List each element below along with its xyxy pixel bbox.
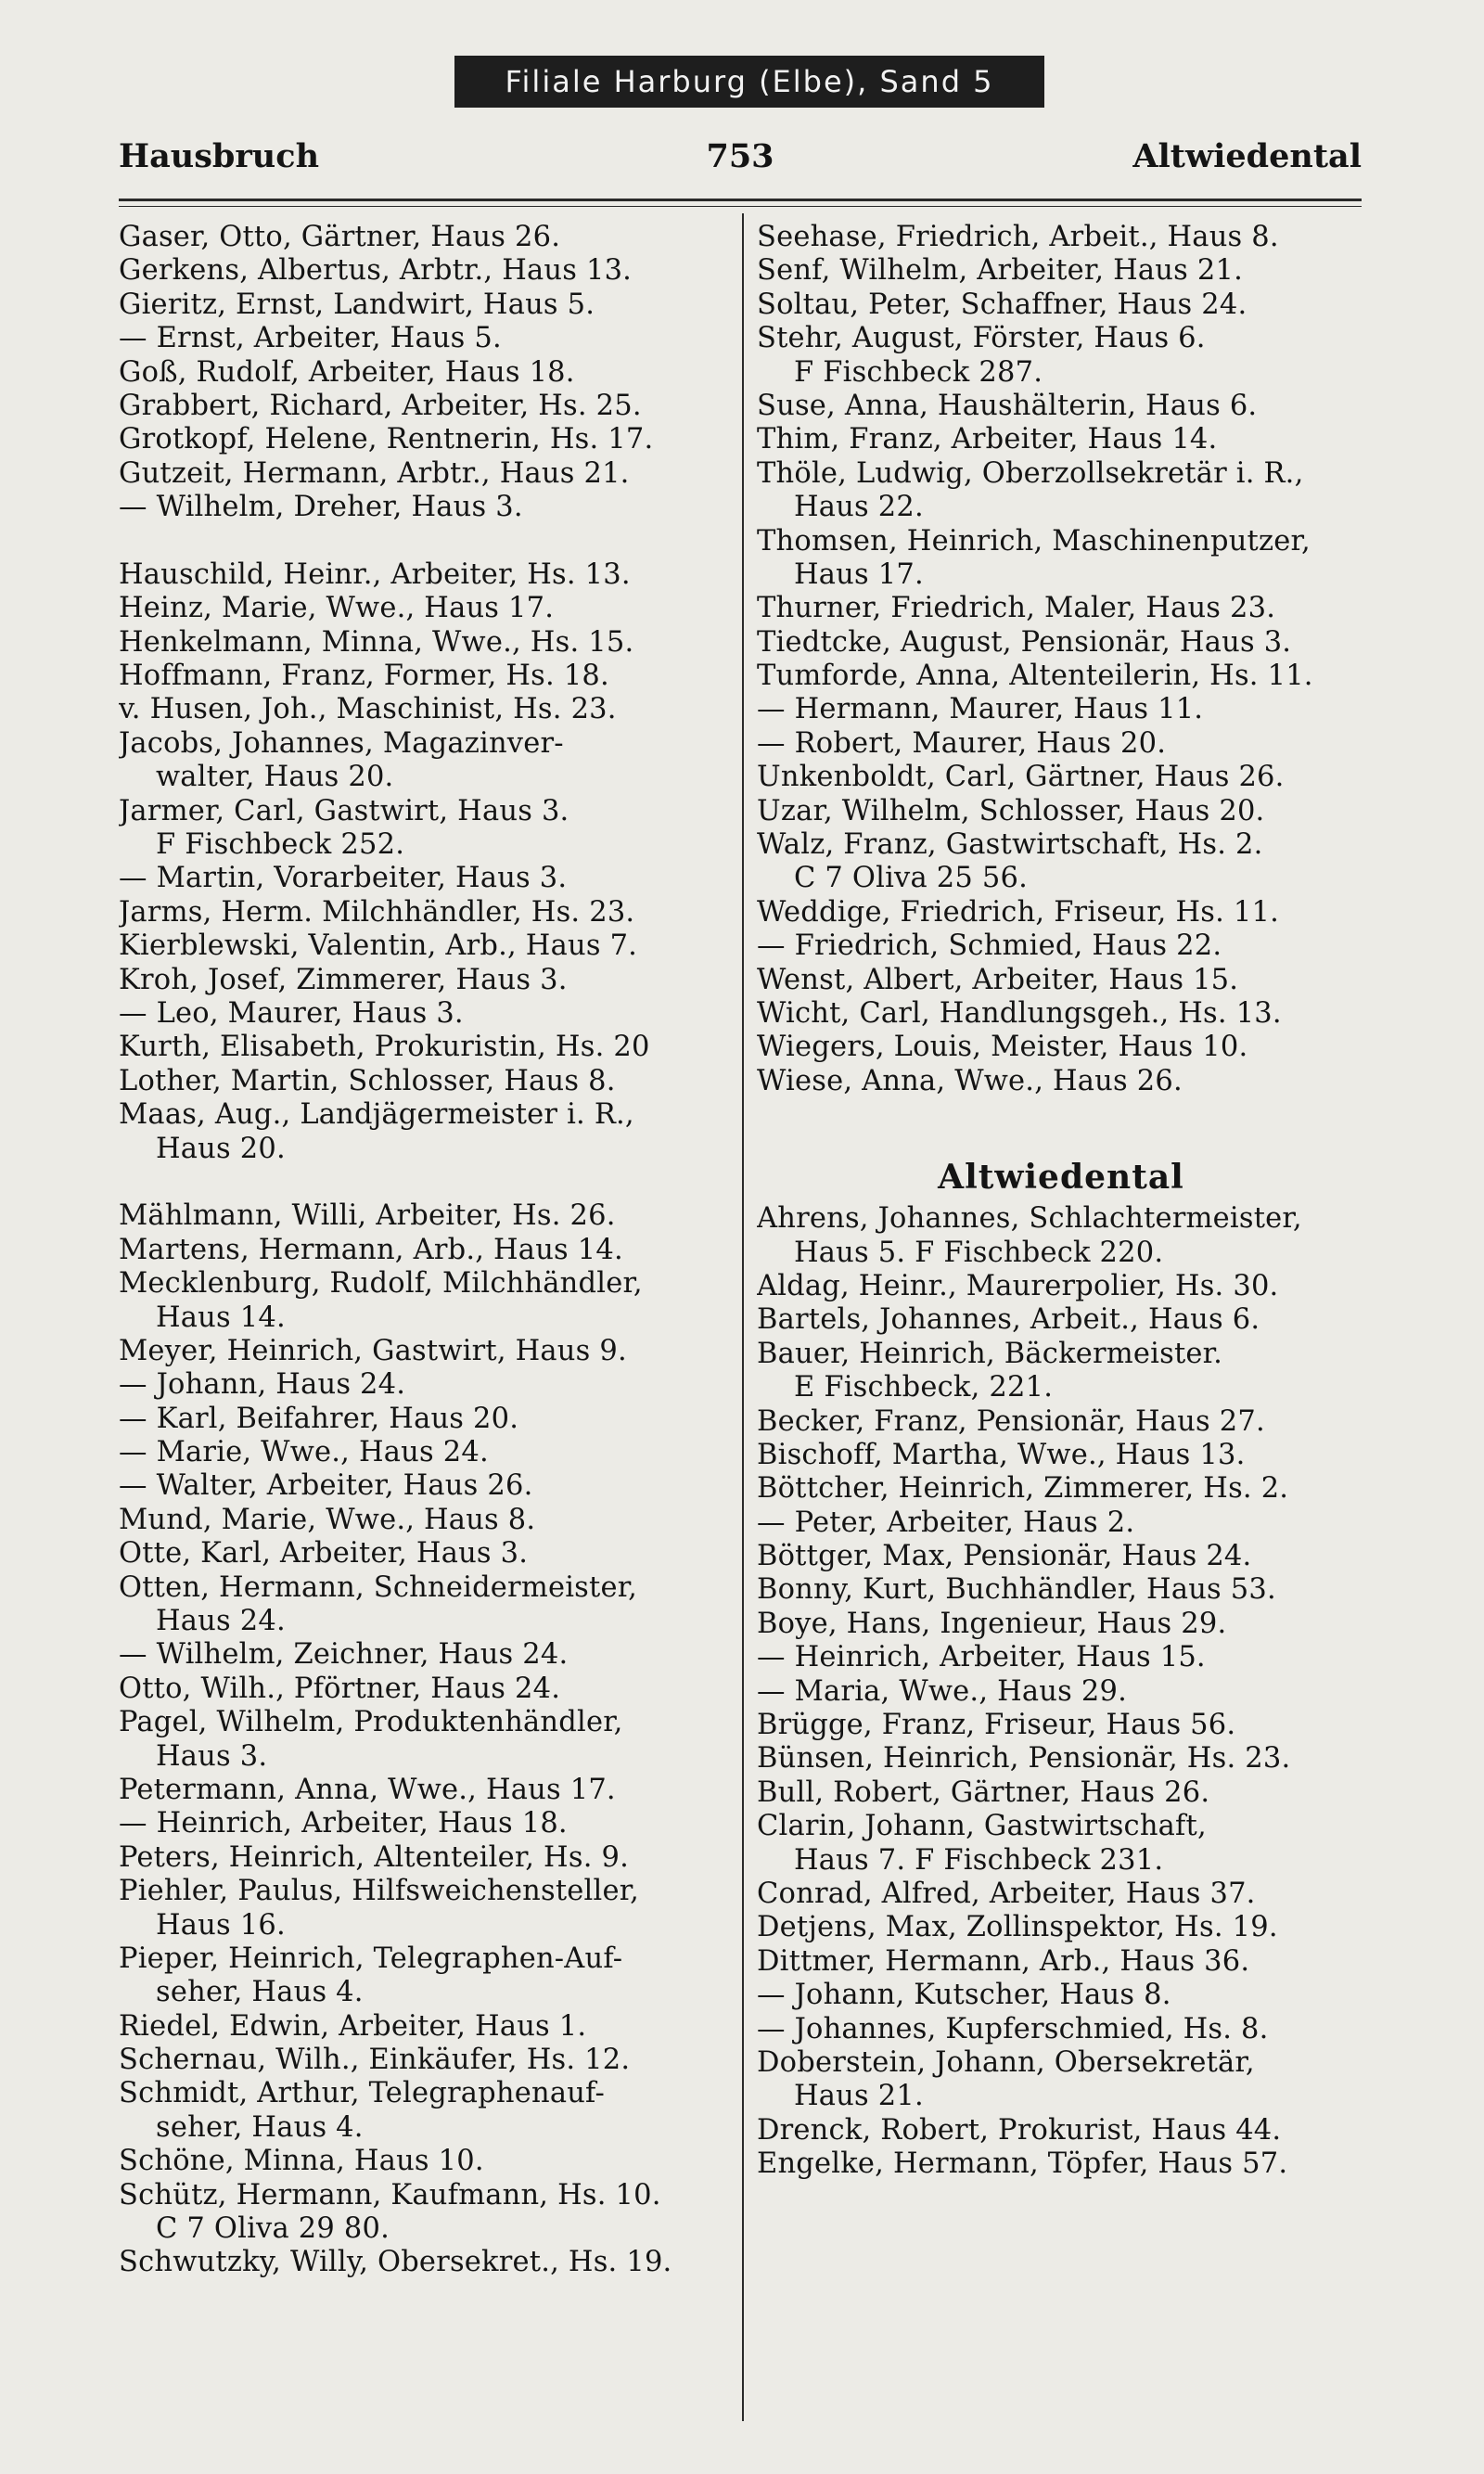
directory-entry-line: Jarmer, Carl, Gastwirt, Haus 3. [119,794,569,827]
directory-entry-line: Stehr, August, Förster, Haus 6. [757,322,1206,355]
directory-entry-line: — Martin, Vorarbeiter, Haus 3. [119,862,568,895]
directory-entry-line: Böttcher, Heinrich, Zimmerer, Hs. 2. [757,1472,1289,1506]
directory-entry-line: — Heinrich, Arbeiter, Haus 15. [757,1641,1206,1674]
directory-entry-line: Wenst, Albert, Arbeiter, Haus 15. [757,963,1239,996]
directory-entry-line: — Johann, Haus 24. [119,1368,406,1402]
directory-entry-line: Weddige, Friedrich, Friseur, Hs. 11. [757,895,1280,929]
directory-entry-line: Hauschild, Heinr., Arbeiter, Hs. 13. [119,558,631,591]
directory-entry-line: — Friedrich, Schmied, Haus 22. [757,929,1222,963]
directory-entry-line: Piehler, Paulus, Hilfsweichensteller, [119,1875,640,1908]
directory-entry-line: Senf, Wilhelm, Arbeiter, Haus 21. [757,254,1243,288]
directory-entry-line: Grabbert, Richard, Arbeiter, Hs. 25. [119,389,642,422]
directory-entry-line: Haus 17. [794,558,924,591]
directory-entry-line: Gerkens, Albertus, Arbtr., Haus 13. [119,254,633,288]
directory-entry-line: Schwutzky, Willy, Obersekret., Hs. 19. [119,2246,672,2279]
directory-entry-line: — Hermann, Maurer, Haus 11. [757,693,1204,726]
directory-entry-line: Pieper, Heinrich, Telegraphen-Auf- [119,1942,623,1975]
directory-entry-line: Petermann, Anna, Wwe., Haus 17. [119,1773,616,1806]
directory-entry-line: Goß, Rudolf, Arbeiter, Haus 18. [119,355,575,389]
directory-entry-line: Gieritz, Ernst, Landwirt, Haus 5. [119,288,595,321]
paragraph-gap [119,525,727,558]
branch-banner: Filiale Harburg (Elbe), Sand 5 [454,56,1044,108]
directory-entry-line: Jacobs, Johannes, Magazinver- [119,726,564,760]
directory-entry-line: Grotkopf, Helene, Rentnerin, Hs. 17. [119,423,654,456]
directory-entry-line: Detjens, Max, Zollinspektor, Hs. 19. [757,1911,1278,1944]
header-rule-thick [119,199,1362,201]
directory-entry-line: Clarin, Johann, Gastwirtschaft, [757,1810,1207,1843]
directory-entry-line: Haus 14. [156,1301,286,1334]
directory-entry-line: Schernau, Wilh., Einkäufer, Hs. 12. [119,2044,631,2077]
directory-entry-line: Otte, Karl, Arbeiter, Haus 3. [119,1537,529,1570]
directory-entry-line: Thurner, Friedrich, Maler, Haus 23. [757,592,1276,625]
directory-entry-line: C 7 Oliva 29 80. [156,2212,390,2246]
directory-entry-line: Wiese, Anna, Wwe., Haus 26. [757,1064,1183,1097]
column-divider [742,213,744,2421]
header-right-place: Altwiedental [1132,137,1362,175]
directory-entry-line: v. Husen, Joh., Maschinist, Hs. 23. [119,693,617,726]
directory-entry-line: — Leo, Maurer, Haus 3. [119,996,464,1030]
directory-entry-line: Bünsen, Heinrich, Pensionär, Hs. 23. [757,1742,1291,1775]
directory-entry-line: — Wilhelm, Zeichner, Haus 24. [119,1638,569,1672]
directory-entry-line: Ahrens, Johannes, Schlachtermeister, [757,1202,1302,1236]
header-left-place: Hausbruch [119,137,320,175]
section-gap [757,1098,1365,1152]
directory-entry-line: Tiedtcke, August, Pensionär, Haus 3. [757,625,1292,659]
directory-entry-line: Gaser, Otto, Gärtner, Haus 26. [119,221,561,253]
directory-entry-line: Thöle, Ludwig, Oberzollsekretär i. R., [757,456,1304,490]
directory-entry-line: Bull, Robert, Gärtner, Haus 26. [757,1775,1210,1809]
directory-entry-line: Mund, Marie, Wwe., Haus 8. [119,1503,536,1536]
directory-entry-line: — Johann, Kutscher, Haus 8. [757,1979,1171,2012]
directory-entry-line: — Maria, Wwe., Haus 29. [757,1674,1127,1708]
directory-entry-line: Thim, Franz, Arbeiter, Haus 14. [757,423,1218,456]
directory-entry-line: Brügge, Franz, Friseur, Haus 56. [757,1709,1236,1742]
directory-entry-line: Bonny, Kurt, Buchhändler, Haus 53. [757,1573,1276,1607]
directory-entry-line: Haus 24. [156,1605,286,1638]
directory-entry-line: — Ernst, Arbeiter, Haus 5. [119,322,502,355]
directory-entry-line: Kroh, Josef, Zimmerer, Haus 3. [119,963,568,996]
directory-entry-line: Haus 5. F Fischbeck 220. [794,1236,1164,1269]
directory-entry-line: Haus 3. [156,1739,268,1773]
directory-entry-line: Otto, Wilh., Pförtner, Haus 24. [119,1672,561,1705]
directory-entry-line: Seehase, Friedrich, Arbeit., Haus 8. [757,221,1279,253]
directory-entry-line: Unkenboldt, Carl, Gärtner, Haus 26. [757,761,1285,794]
right-column-entries [757,221,1365,1098]
directory-entry-line: Heinz, Marie, Wwe., Haus 17. [119,592,555,625]
directory-entry-line: C 7 Oliva 25 56. [794,862,1028,895]
directory-entry-line: Otten, Hermann, Schneidermeister, [119,1570,638,1604]
directory-entry-line: Mecklenburg, Rudolf, Milchhändler, [119,1267,643,1301]
directory-entry-line: Schmidt, Arthur, Telegraphenauf- [119,2077,605,2110]
directory-entry-line: seher, Haus 4. [156,2110,364,2144]
directory-entry-line: Wiegers, Louis, Meister, Haus 10. [757,1031,1248,1064]
directory-entry-line: Wicht, Carl, Handlungsgeh., Hs. 13. [757,996,1282,1030]
paragraph-gap [119,1166,727,1199]
directory-entry-line: Suse, Anna, Haushälterin, Haus 6. [757,389,1258,422]
section-heading: Altwiedental [938,1158,1184,1198]
directory-entry-line: — Robert, Maurer, Haus 20. [757,726,1167,760]
directory-entry-line: Haus 16. [156,1908,286,1942]
directory-entry-line: Uzar, Wilhelm, Schlosser, Haus 20. [757,794,1265,827]
directory-entry-line: — Wilhelm, Dreher, Haus 3. [119,491,523,524]
right-column [757,221,1365,2181]
directory-entry-line: Peters, Heinrich, Altenteiler, Hs. 9. [119,1840,629,1874]
directory-entry-line: Engelke, Hermann, Töpfer, Haus 57. [757,2147,1288,2181]
page-header [119,137,1362,193]
directory-entry-line: F Fischbeck 252. [156,828,405,862]
directory-entry-line: Mählmann, Willi, Arbeiter, Hs. 26. [119,1199,616,1233]
directory-entry-line: Walz, Franz, Gastwirtschaft, Hs. 2. [757,828,1263,862]
directory-entry-line: Schöne, Minna, Haus 10. [119,2145,484,2178]
directory-entry-line: Thomsen, Heinrich, Maschinenputzer, [757,524,1311,558]
directory-entry-line: Conrad, Alfred, Arbeiter, Haus 37. [757,1877,1256,1910]
directory-entry-line: — Marie, Wwe., Haus 24. [119,1436,489,1469]
directory-entry-line: Hoffmann, Franz, Former, Hs. 18. [119,660,609,693]
directory-entry-line: Kierblewski, Valentin, Arb., Haus 7. [119,929,638,963]
directory-entry-line: — Heinrich, Arbeiter, Haus 18. [119,1807,568,1840]
directory-entry-line: Henkelmann, Minna, Wwe., Hs. 15. [119,625,634,659]
directory-entry-line: Haus 20. [156,1132,286,1165]
directory-entry-line: Lother, Martin, Schlosser, Haus 8. [119,1064,616,1097]
directory-entry-line: Bartels, Johannes, Arbeit., Haus 6. [757,1303,1260,1337]
directory-entry-line: Haus 22. [794,491,924,524]
directory-entry-line: F Fischbeck 287. [794,355,1043,389]
directory-entry-line: walter, Haus 20. [156,761,394,794]
directory-entry-line: Soltau, Peter, Schaffner, Haus 24. [757,288,1247,321]
directory-entry-line: Meyer, Heinrich, Gastwirt, Haus 9. [119,1334,627,1367]
directory-entry-line: Böttger, Max, Pensionär, Haus 24. [757,1540,1252,1573]
directory-entry-line: Kurth, Elisabeth, Prokuristin, Hs. 20 [119,1031,650,1064]
directory-entry-line: Haus 21. [794,2080,924,2113]
directory-entry-line: — Peter, Arbeiter, Haus 2. [757,1506,1135,1539]
directory-entry-line: Jarms, Herm. Milchhändler, Hs. 23. [119,895,635,929]
directory-entry-line: Maas, Aug., Landjägermeister i. R., [119,1098,634,1132]
page-number: 753 [706,137,774,175]
directory-entry-line: Tumforde, Anna, Altenteilerin, Hs. 11. [757,660,1313,693]
directory-entry-line: Haus 7. F Fischbeck 231. [794,1843,1164,1877]
directory-entry-line: Bauer, Heinrich, Bäckermeister. [757,1337,1223,1370]
directory-entry-line: Boye, Hans, Ingenieur, Haus 29. [757,1607,1227,1640]
directory-entry-line: Becker, Franz, Pensionär, Haus 27. [757,1404,1265,1438]
directory-entry-line: — Walter, Arbeiter, Haus 26. [119,1469,533,1503]
directory-entry-line: Martens, Hermann, Arb., Haus 14. [119,1233,623,1266]
directory-entry-line: seher, Haus 4. [156,1976,364,2009]
directory-entry-line: Doberstein, Johann, Obersekretär, [757,2045,1255,2079]
directory-entry-line: — Johannes, Kupferschmied, Hs. 8. [757,2012,1269,2045]
left-column [119,221,727,2280]
directory-entry-line: Gutzeit, Hermann, Arbtr., Haus 21. [119,456,630,490]
directory-entry-line: Bischoff, Martha, Wwe., Haus 13. [757,1438,1246,1471]
directory-entry-line: — Karl, Beifahrer, Haus 20. [119,1402,519,1435]
directory-entry-line: Riedel, Edwin, Arbeiter, Haus 1. [119,2009,587,2043]
directory-entry-line: Pagel, Wilhelm, Produktenhändler, [119,1706,623,1739]
directory-entry-line: Aldag, Heinr., Maurerpolier, Hs. 30. [757,1269,1279,1302]
directory-entry-line: E Fischbeck, 221. [794,1371,1054,1404]
header-rule-thin [119,206,1362,207]
section-entries [757,1202,1365,2181]
directory-entry-line: Schütz, Hermann, Kaufmann, Hs. 10. [119,2178,661,2211]
directory-entry-line: Dittmer, Hermann, Arb., Haus 36. [757,1944,1250,1978]
directory-entry-line: Drenck, Robert, Prokurist, Haus 44. [757,2113,1282,2147]
